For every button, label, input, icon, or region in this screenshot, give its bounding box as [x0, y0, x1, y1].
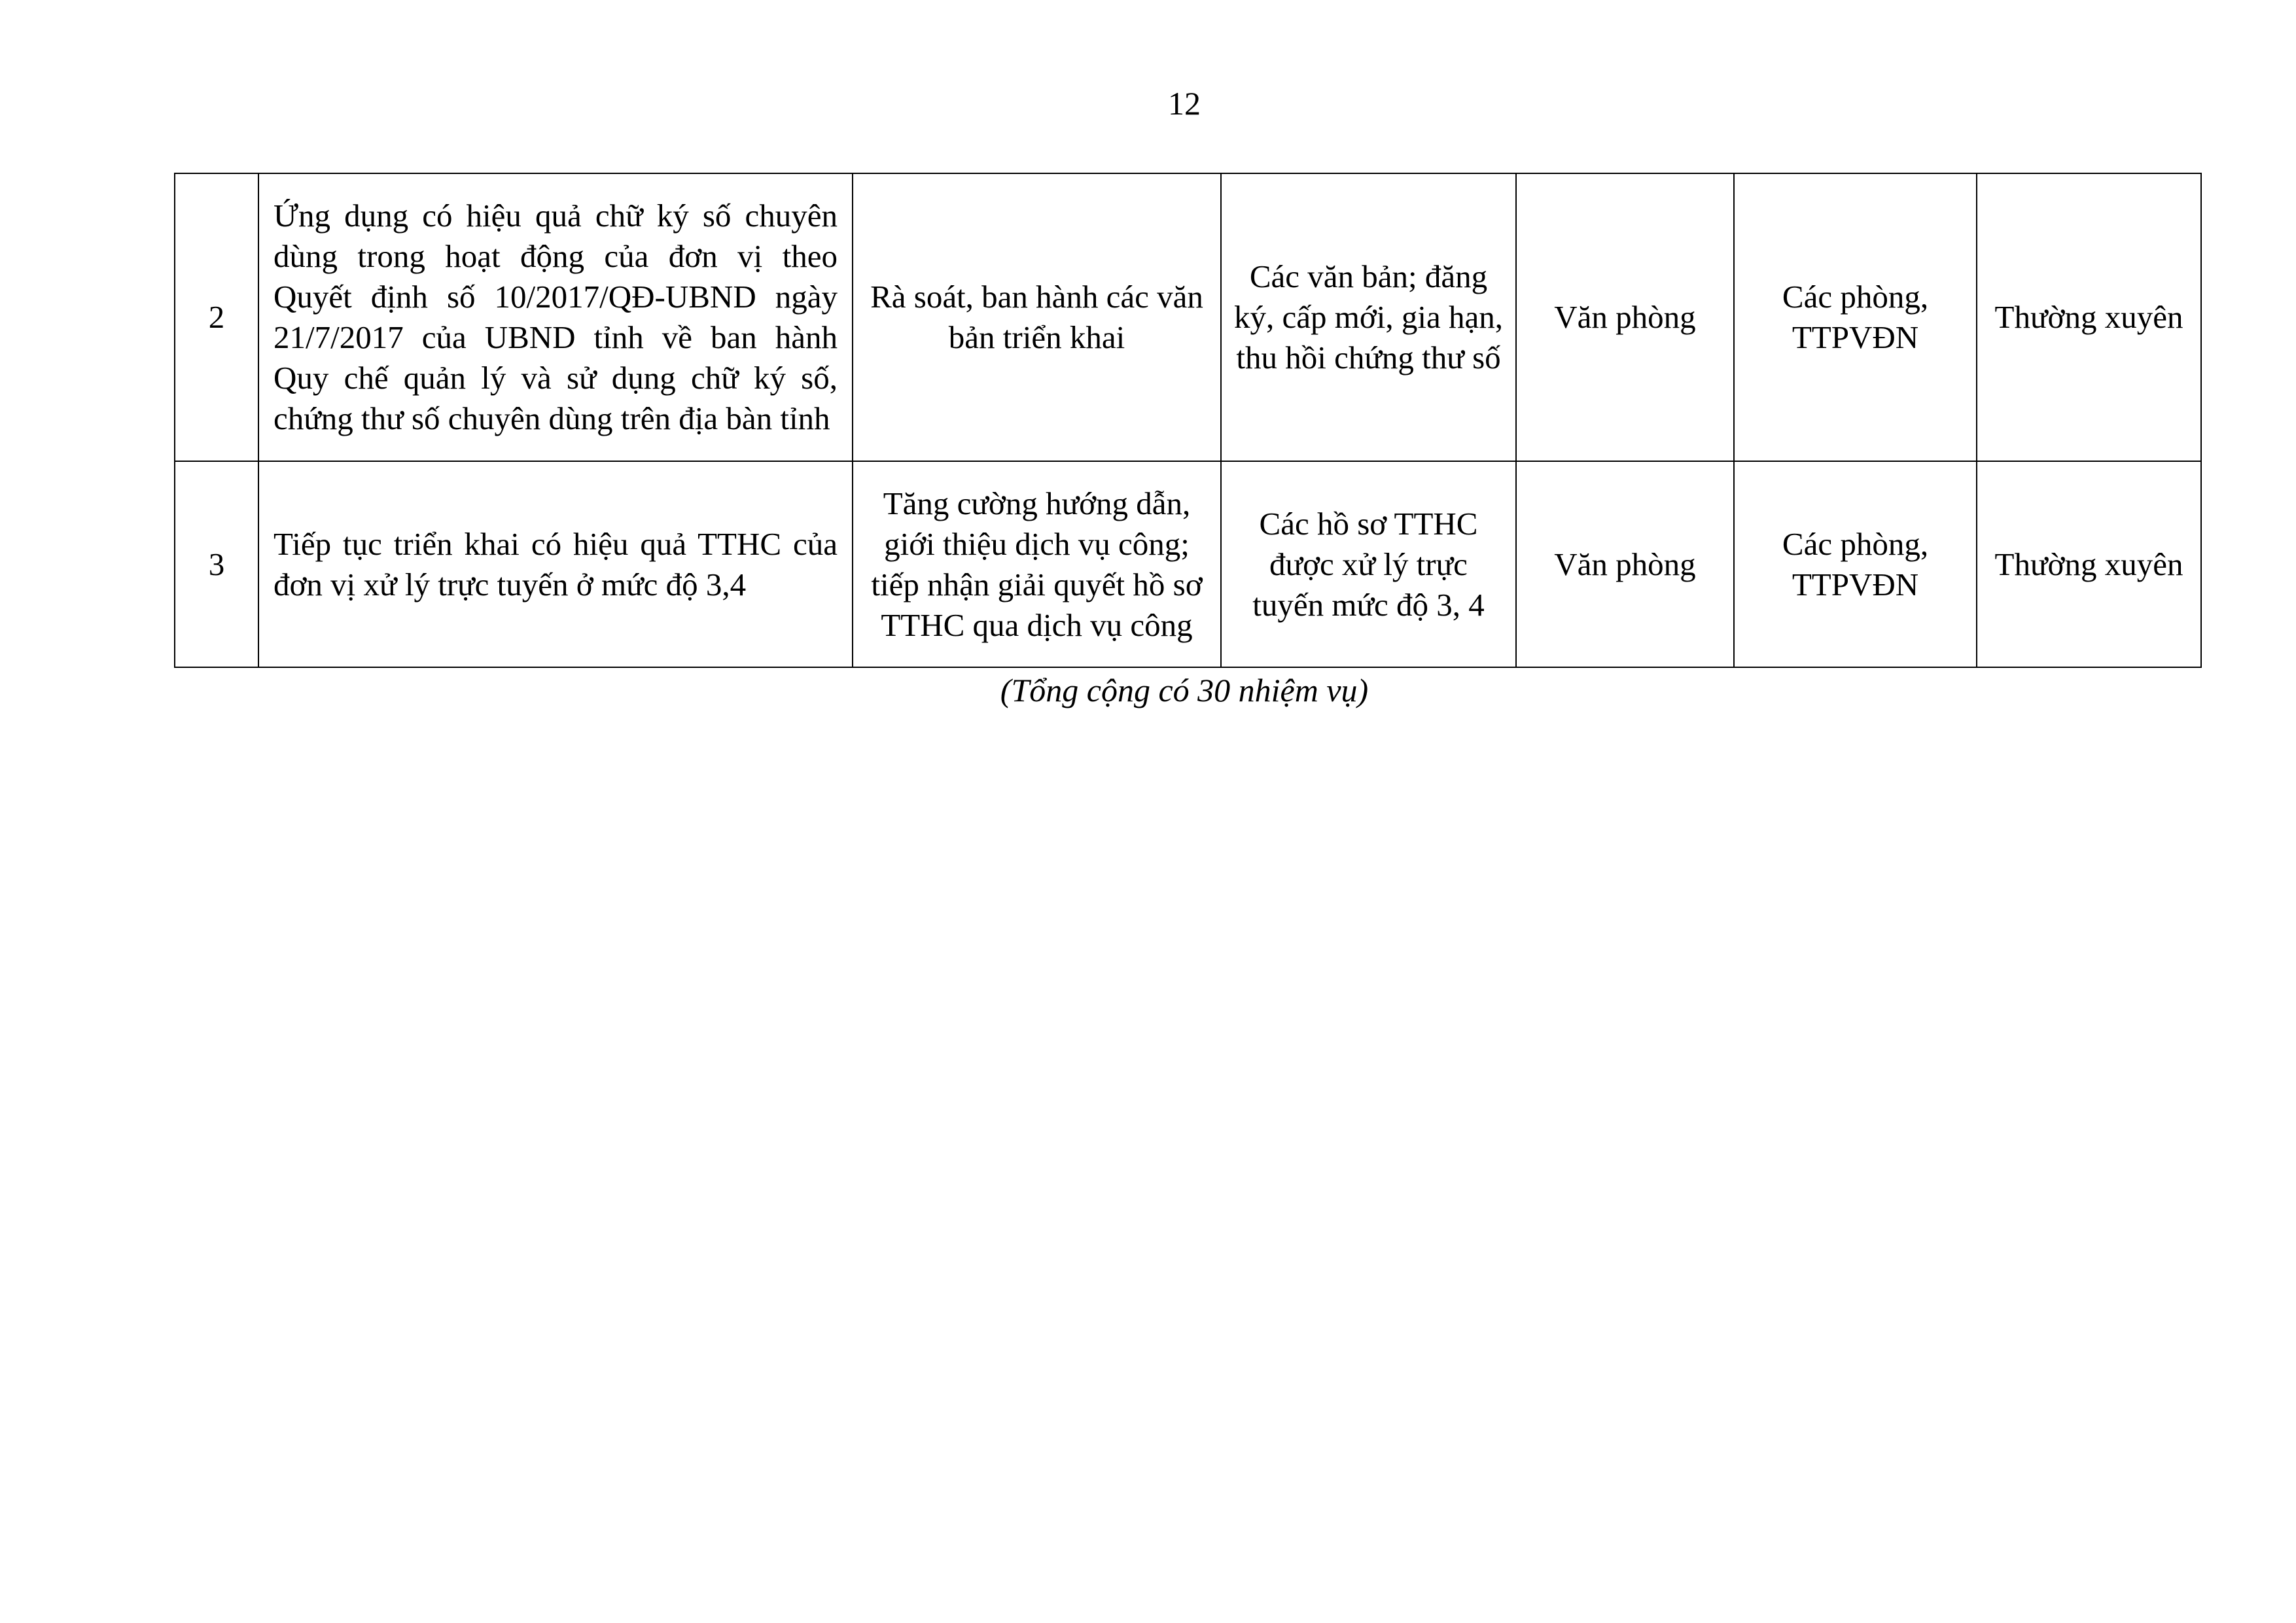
cell-coordinate-unit: Các phòng, TTPVĐN	[1734, 461, 1977, 667]
cell-product: Các văn bản; đăng ký, cấp mới, gia hạn, thu hồi chứng thư số	[1221, 173, 1516, 461]
page-number: 12	[1168, 85, 1201, 122]
cell-coordinate-unit: Các phòng, TTPVĐN	[1734, 173, 1977, 461]
cell-action: Tăng cường hướng dẫn, giới thiệu dịch vụ công; tiếp nhận giải quyết hồ sơ TTHC qua dịch vụ công	[853, 461, 1221, 667]
total-note: (Tổng cộng có 30 nhiệm vụ)	[1000, 672, 1369, 708]
cell-task: Tiếp tục triển khai có hiệu quả TTHC của đơn vị xử lý trực tuyến ở mức độ 3,4	[258, 461, 853, 667]
task-table	[174, 173, 2202, 668]
cell-task: Ứng dụng có hiệu quả chữ ký số chuyên dùng trong hoạt động của đơn vị theo Quyết định số 10/2017/QĐ-UBND ngày 21/7/2017 của UBND tỉnh về ban hành Quy chế quản lý và sử dụng chữ ký số, chứng thư số chuyên dùng trên địa bàn tỉnh	[258, 173, 853, 461]
table-row	[175, 173, 2201, 461]
cell-lead-unit: Văn phòng	[1516, 173, 1734, 461]
cell-stt: 2	[175, 173, 258, 461]
cell-action: Rà soát, ban hành các văn bản triển khai	[853, 173, 1221, 461]
table-row	[175, 461, 2201, 667]
cell-time: Thường xuyên	[1977, 461, 2201, 667]
cell-product: Các hồ sơ TTHC được xử lý trực tuyến mức độ 3, 4	[1221, 461, 1516, 667]
cell-stt: 3	[175, 461, 258, 667]
cell-lead-unit: Văn phòng	[1516, 461, 1734, 667]
cell-time: Thường xuyên	[1977, 173, 2201, 461]
